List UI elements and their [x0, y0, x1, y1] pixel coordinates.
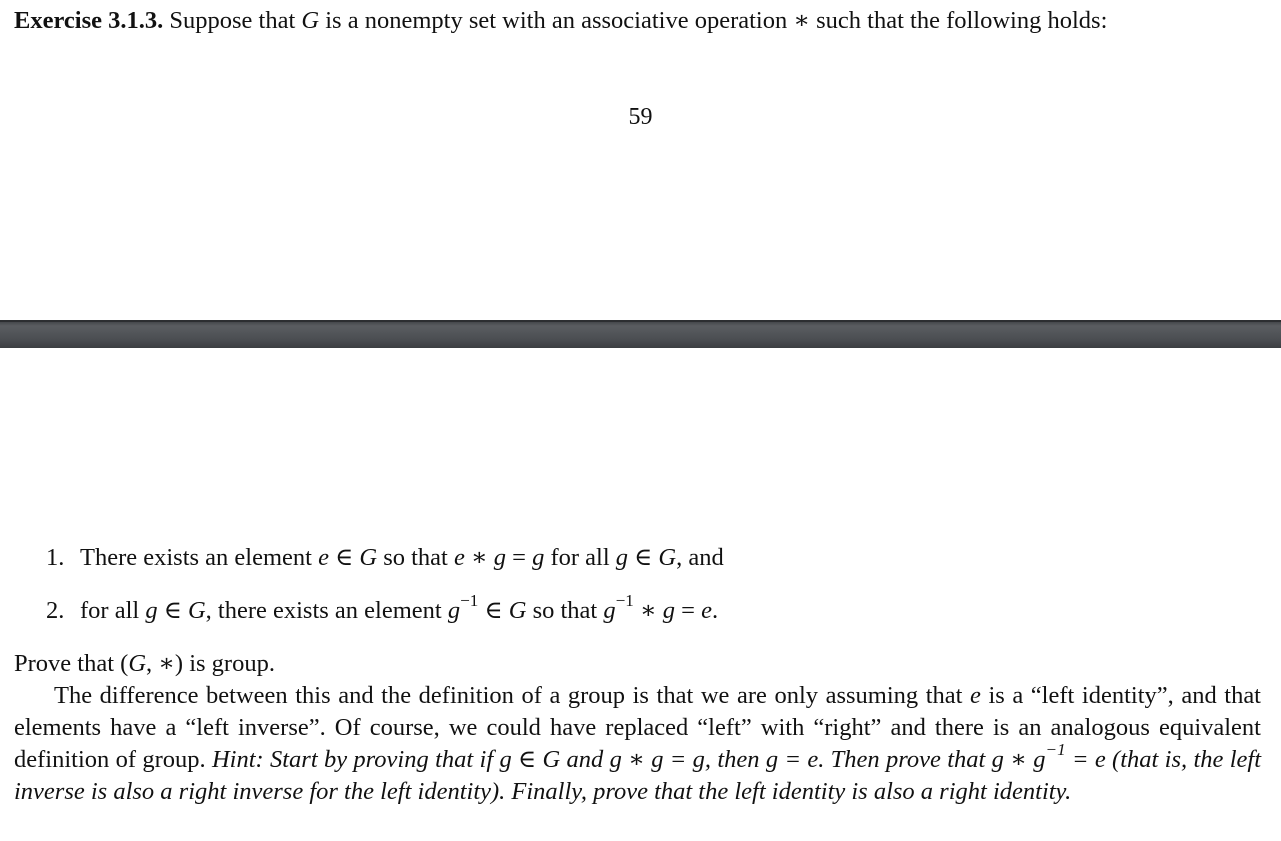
- math-expr: g ∗ g = g: [609, 746, 705, 773]
- text-run: Prove that: [14, 650, 121, 677]
- text-run: is a “left identity”, and that elements have a “left inverse”. Of course, we could have replaced “left” with “right” and there is an analogous equivalent definition of group.: [14, 682, 1261, 773]
- math-expr: g ∈ G: [615, 544, 677, 571]
- text-run: (that is, the left inverse is also a right inverse for the left identity). Finally, prove that the left identity is also a right identity.: [14, 746, 1262, 805]
- text-run: Hint: Start by proving that if: [211, 746, 500, 773]
- math-expr: $g^{-1}$ ∗ g = e: [603, 591, 712, 624]
- text-run: There exists an element: [80, 544, 319, 571]
- text-run: is a nonempty set with an associative operation: [319, 7, 794, 34]
- math-star: ∗: [793, 7, 810, 34]
- math-expr: (G, ∗): [120, 650, 184, 677]
- list-number: 2.: [46, 597, 65, 624]
- exercise-statement: [14, 5, 1261, 37]
- text-run: is group.: [183, 650, 275, 677]
- text-run: , then: [704, 746, 766, 773]
- text-run: , and: [676, 544, 724, 571]
- text-run: and: [560, 746, 610, 773]
- math-expr: $g^{-1}$ ∈ G: [447, 591, 527, 624]
- text-run: , there exists an element: [205, 597, 448, 624]
- math-expr: e ∗ g = g: [453, 544, 545, 571]
- math-expr: e ∈ G: [318, 544, 378, 571]
- text-run: for all: [80, 597, 146, 624]
- text-run: such that the following holds:: [810, 7, 1108, 34]
- math-expr: g = e: [765, 746, 819, 773]
- list-item: [46, 591, 1246, 627]
- text-run: Suppose that: [163, 7, 302, 34]
- math-expr: g ∈ G: [499, 746, 561, 773]
- page-number: 59: [628, 104, 653, 130]
- prove-line: [14, 648, 1261, 680]
- math-expr: g ∈ G: [145, 597, 206, 624]
- math-expr: g ∗ $g^{-1} = e$: [991, 740, 1106, 773]
- text-run: so that: [526, 597, 604, 624]
- text-run: The difference between this and the definition of a group is that we are only assuming that: [54, 682, 971, 709]
- list-number: 1.: [46, 544, 65, 571]
- text-run: for all: [544, 544, 616, 571]
- list-item: [46, 542, 1246, 574]
- text-run: . Then prove that: [818, 746, 992, 773]
- exercise-label: Exercise 3.1.3.: [14, 7, 164, 34]
- text-run: so that: [377, 544, 454, 571]
- text-run: .: [711, 597, 719, 624]
- math-e: e: [970, 682, 981, 709]
- discussion-paragraph: [14, 680, 1261, 808]
- page-divider: [0, 320, 1281, 348]
- math-G: G: [301, 7, 320, 34]
